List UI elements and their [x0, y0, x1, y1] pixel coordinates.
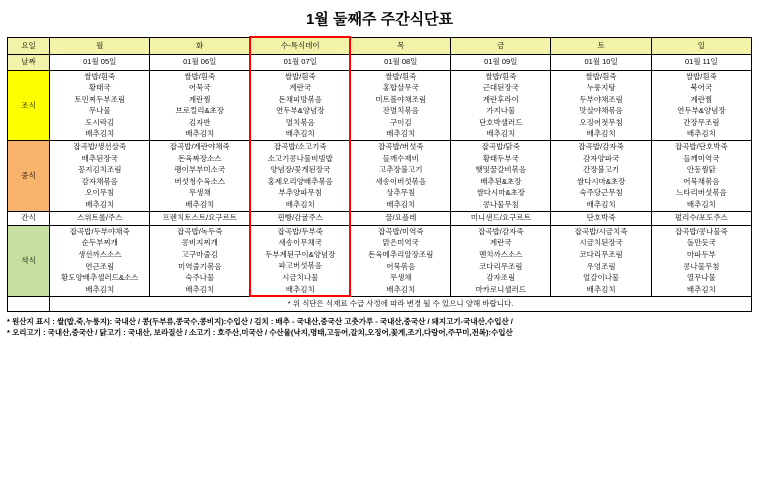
menu-item: 배추김치 [686, 284, 716, 294]
menu-item: 도시락김 [85, 117, 115, 127]
menu-cell-dinner-tue [150, 225, 250, 296]
menu-item: 배추김치 [586, 129, 616, 139]
menu-item: 상추무침 [386, 188, 416, 198]
menu-item: 잡곡밥/감자죽 [578, 142, 624, 152]
menu-item: 연두부&양념장 [677, 106, 726, 116]
menu-item: 돈육짜장소스 [178, 153, 222, 163]
menu-item: 배추김치 [586, 200, 616, 210]
menu-item: 쌀밥/흰죽 [385, 71, 417, 81]
menu-item: 코다리무조림 [479, 261, 523, 271]
menu-item: 콩비지찌개 [181, 238, 218, 248]
menu-item: 쌈다시마&초장 [476, 188, 526, 198]
menu-cell-lunch-fri [451, 141, 551, 212]
menu-note-row [8, 296, 752, 311]
menu-item: 배추김치 [285, 284, 315, 294]
menu-item: 숙주나물 [185, 273, 215, 283]
menu-item: 무생채 [188, 188, 211, 198]
menu-item: 햇및꿀갈비볶음 [475, 165, 527, 175]
header-date-sat: 01월 10일 [551, 54, 651, 70]
menu-item: 계란후라이 [482, 94, 519, 104]
menu-item: 생선까스소스 [78, 250, 122, 260]
menu-item: 콩나물무침 [683, 261, 720, 271]
menu-item: 순두부찌개 [81, 238, 118, 248]
menu-item: 어묵국 [188, 83, 211, 93]
header-date-thu: 01월 08일 [350, 54, 450, 70]
header-date-fri: 01월 09일 [451, 54, 551, 70]
menu-item: 마파두부 [686, 250, 716, 260]
menu-cell-snack-sat: 단호박죽 [551, 211, 651, 225]
menu-item: 계란찜 [188, 94, 211, 104]
menu-item: 양념장/꽃게된장국 [270, 165, 331, 175]
menu-cell-snack-mon: 스위트롤/주스 [50, 211, 150, 225]
menu-item: 맛살야채볶음 [579, 106, 623, 116]
menu-item: 잡곡밥/녹두죽 [176, 226, 223, 236]
menu-item: 잡곡밥/미역죽 [378, 226, 424, 236]
menu-item: 가지나물 [486, 106, 516, 116]
row-label-snack: 간식 [8, 211, 50, 225]
menu-item: 황도양배추샐러드&소스 [61, 273, 139, 283]
header-day-sat: 토 [551, 37, 651, 54]
menu-item: 계란국 [289, 83, 312, 93]
menu-cell-breakfast-mon [50, 70, 150, 141]
meal-row-snack [8, 211, 752, 225]
menu-item: 쌀밥/흰죽 [84, 71, 116, 81]
menu-item: 잡곡밥/닭죽 [481, 142, 520, 152]
menu-item: 구이김 [389, 117, 412, 127]
menu-cell-snack-wed: 핀빵/감귤주스 [250, 211, 350, 225]
menu-item: 파고버섯볶음 [278, 261, 323, 271]
menu-item: 감자채볶음 [81, 176, 118, 186]
menu-cell-lunch-thu [350, 141, 450, 212]
menu-item: 잡곡밥/두부야채죽 [69, 226, 130, 236]
menu-cell-breakfast-sat [551, 70, 651, 141]
menu-cell-snack-sun: 펄리수/포도주스 [651, 211, 751, 225]
menu-item: 근대된장국 [482, 83, 519, 93]
menu-item: 열무나물 [686, 273, 716, 283]
menu-item: 코다리무조림 [579, 250, 623, 260]
footnote-line-2: * 오리고기 : 국내산,중국산 / 닭고기 : 국내산, 보라질산 / 소고기 : 호주산,미국산 / 수산물(낙지,명태,고등어,갈치,오징어,꽃게,조기,다랑어,주꾸미,전복):수입산 [7, 328, 513, 338]
menu-cell-dinner-sat [551, 225, 651, 296]
menu-item: 배추김치 [586, 284, 616, 294]
menu-item: 잔멸치볶음 [382, 106, 419, 116]
origin-footnotes [7, 316, 752, 339]
menu-item: 안동찜닭 [686, 165, 716, 175]
note-spacer [8, 296, 50, 311]
menu-item: 단호박샐러드 [479, 117, 523, 127]
menu-item: 배추된&초장 [480, 176, 522, 186]
menu-item: 쌀밥/흰죽 [184, 71, 216, 81]
menu-item: 배추김치 [185, 129, 215, 139]
row-label-lunch: 중식 [8, 141, 50, 212]
header-day-label: 요일 [8, 37, 50, 54]
menu-item: 고구마줄김 [181, 250, 218, 260]
menu-item: 토민찌두부조림 [74, 94, 126, 104]
menu-cell-snack-thu: 꿀/요플레 [350, 211, 450, 225]
menu-item: 잡곡밥/두부죽 [277, 226, 324, 236]
menu-item: 김자반 [188, 117, 211, 127]
header-day-fri: 금 [451, 37, 551, 54]
menu-item: 돈육메추리알장조림 [368, 250, 434, 260]
menu-item: 고추장불고기 [379, 165, 423, 175]
menu-item: 누룽지탕 [586, 83, 616, 93]
menu-item: 콩나물무침 [482, 200, 519, 210]
menu-item: 시금치된장국 [579, 238, 623, 248]
menu-item: 어묵볶음 [386, 261, 416, 271]
menu-item: 잡곡밥/소고기죽 [273, 142, 327, 152]
menu-item: 연근조림 [85, 261, 115, 271]
menu-item: 느타리버섯볶음 [675, 188, 727, 198]
menu-cell-snack-fri: 미니샌드/요구르트 [451, 211, 551, 225]
menu-cell-breakfast-sun [651, 70, 751, 141]
meal-row-dinner [8, 225, 752, 296]
menu-item: 배추김치 [686, 129, 716, 139]
table-header-days [8, 37, 752, 54]
menu-item: 배추김치 [285, 129, 315, 139]
menu-item: 두부야채조림 [579, 94, 623, 104]
table-header-dates [8, 54, 752, 70]
menu-item: 미트볼야채조림 [375, 94, 427, 104]
meal-row-lunch [8, 141, 752, 212]
menu-item: 우엉조림 [586, 261, 616, 271]
menu-item: 팽이부부미소국 [174, 165, 226, 175]
menu-item: 배추김치 [386, 129, 416, 139]
meal-row-breakfast [8, 70, 752, 141]
menu-item: 쌀밥/흰죽 [685, 71, 717, 81]
menu-item: 잡곡밥/단호박죽 [674, 142, 728, 152]
header-date-tue: 01월 06일 [150, 54, 250, 70]
menu-item: 배추된장국 [81, 153, 118, 163]
menu-item: 돈채피망볶음 [278, 94, 323, 104]
header-date-label: 날짜 [8, 54, 50, 70]
menu-cell-breakfast-tue [150, 70, 250, 141]
row-label-breakfast: 조식 [8, 70, 50, 141]
menu-item: 두부계된구이&양념장 [265, 249, 336, 259]
menu-cell-lunch-sat [551, 141, 651, 212]
page-title: 1월 둘째주 주간식단표 [305, 11, 454, 28]
menu-item: 미역줄기볶음 [178, 261, 222, 271]
menu-item: 배추김치 [386, 200, 416, 210]
menu-item: 배추김치 [386, 284, 416, 294]
menu-item: 버섯청수육소스 [174, 176, 226, 186]
menu-item: 오징어젓무침 [579, 117, 623, 127]
menu-item: 배추김치 [185, 200, 215, 210]
menu-item: 잡곡밥/버섯죽 [378, 142, 424, 152]
menu-item: 쌈다시마&초장 [576, 176, 626, 186]
menu-cell-snack-tue: 프렌치토스트/요구르트 [150, 211, 250, 225]
menu-cell-dinner-fri [451, 225, 551, 296]
menu-cell-dinner-sun [651, 225, 751, 296]
menu-item: 황태두부국 [482, 153, 519, 163]
menu-item: 무나물 [88, 106, 111, 116]
menu-item: 홍제오리양배추볶음 [267, 176, 333, 186]
menu-table [7, 36, 752, 312]
menu-cell-lunch-wed [250, 141, 350, 212]
menu-cell-lunch-sun [651, 141, 751, 212]
menu-item: 어묵채볶음 [683, 176, 720, 186]
menu-item: 새송이버섯볶음 [375, 176, 427, 186]
menu-item: 배추김치 [686, 200, 716, 210]
menu-cell-lunch-tue [150, 141, 250, 212]
menu-item: 잡곡밥/생선살죽 [73, 142, 127, 152]
menu-item: 배추김치 [486, 129, 516, 139]
menu-item: 소고기콩나물비빔밥 [267, 153, 333, 163]
menu-item: 잡곡밥/감자죽 [478, 226, 524, 236]
header-day-tue: 화 [150, 37, 250, 54]
menu-cell-dinner-mon [50, 225, 150, 296]
menu-item: 북어국 [690, 83, 713, 93]
menu-item: 멘치까스소스 [479, 250, 523, 260]
menu-item: 들깨수제비 [382, 153, 419, 163]
menu-note: * 위 식단은 식재료 수급 사정에 따라 변경 될 수 있으니 양해 바랍니다. [50, 296, 752, 311]
menu-item: 감자양파국 [582, 153, 620, 163]
header-date-wed: 01월 07일 [250, 54, 350, 70]
header-date-mon: 01월 05일 [50, 54, 150, 70]
footnote-line-1: * 원산지 표시 : 쌀(밥,죽,누룽지): 국내산 / 콩(두부류,콩국수,콩비지):수입산 / 김치 : 배추 - 국내산,중국산 고춧가루 - 국내산,중국산 / 돼지고기-국내산,수입산 / [7, 316, 513, 326]
menu-item: 계란국 [489, 238, 512, 248]
menu-item: 잡곡밥/시금치죽 [574, 226, 628, 236]
menu-item: 오이무침 [85, 188, 115, 198]
menu-item: 황태국 [88, 83, 111, 93]
menu-item: 배추김치 [185, 284, 215, 294]
menu-item: 간장무조림 [683, 117, 720, 127]
menu-item: 얼갈이나물 [582, 273, 620, 283]
menu-cell-breakfast-wed [250, 70, 350, 141]
menu-cell-breakfast-thu [350, 70, 450, 141]
header-day-mon: 월 [50, 37, 150, 54]
menu-item: 잡곡밥/계란야채죽 [169, 142, 230, 152]
header-date-sun: 01월 11일 [651, 54, 751, 70]
menu-item: 쌀밥/흰죽 [485, 71, 517, 81]
menu-item: 시금치나물 [282, 273, 319, 282]
menu-item: 감자조림 [486, 273, 516, 283]
menu-item: 브로컬리&초장 [175, 106, 224, 116]
row-label-dinner: 석식 [8, 225, 50, 296]
menu-item: 새송이무채국 [278, 238, 323, 248]
menu-item: 마카로니샐러드 [475, 284, 527, 294]
menu-item: 맑은미역국 [382, 238, 419, 248]
menu-item: 배추김치 [85, 129, 115, 139]
header-day-wed-special: 수-특식데이 [250, 37, 350, 54]
menu-item: 쌀밥/흰죽 [585, 71, 617, 81]
menu-item: 홍합살무국 [382, 83, 419, 93]
menu-item: 무생채 [389, 273, 412, 283]
header-day-thu: 목 [350, 37, 450, 54]
menu-item: 쌀밥/흰죽 [284, 71, 316, 81]
menu-item: 간장불고기 [582, 165, 620, 175]
menu-item: 잡곡밥/콩나물죽 [674, 226, 728, 236]
menu-item: 들깨미역국 [683, 153, 720, 163]
menu-item: 연두부&양념장 [276, 106, 325, 116]
menu-cell-dinner-thu [350, 225, 450, 296]
menu-cell-dinner-wed [250, 225, 350, 296]
menu-item: 숙주당근무침 [579, 188, 623, 198]
menu-item: 배추김치 [85, 200, 115, 210]
menu-item: 배추김치 [285, 200, 315, 210]
menu-item: 돌만듯국 [686, 238, 716, 248]
menu-item: 계란찜 [690, 94, 713, 104]
header-day-sun: 일 [651, 37, 751, 54]
menu-item: 멸치볶음 [285, 117, 315, 127]
menu-cell-lunch-mon [50, 141, 150, 212]
menu-item: 꽁지김치조림 [78, 165, 122, 175]
menu-cell-breakfast-fri [451, 70, 551, 141]
menu-item: 배추김치 [85, 284, 115, 294]
menu-item: 부추양파무침 [278, 188, 323, 198]
